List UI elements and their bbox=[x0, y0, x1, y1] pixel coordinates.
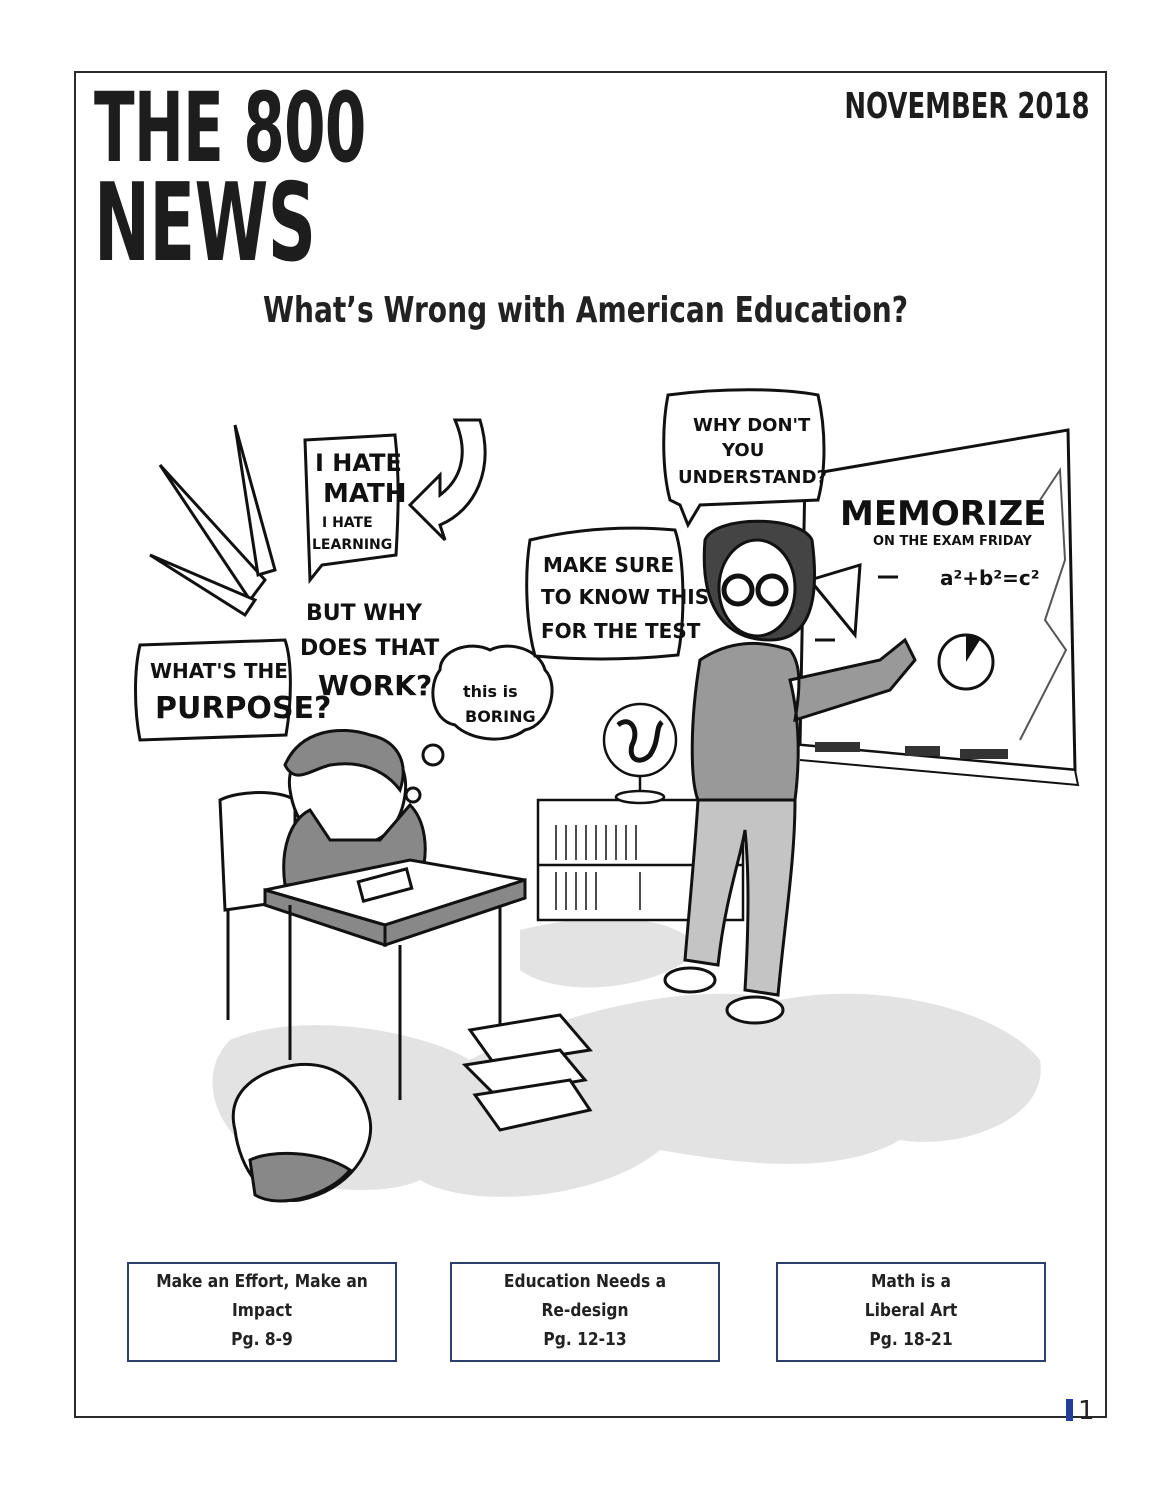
blackboard bbox=[800, 430, 1078, 785]
bubble-hate-math bbox=[305, 435, 406, 580]
svg-text:BORING: BORING bbox=[465, 707, 536, 726]
board-exam: ON THE EXAM FRIDAY bbox=[873, 534, 1032, 549]
teaser-box-redesign[interactable] bbox=[450, 1262, 720, 1362]
teaser-line2: Re-design bbox=[541, 1300, 629, 1321]
teaser-line1: Math is a bbox=[870, 1271, 952, 1292]
teaser-page: Pg. 12-13 bbox=[543, 1329, 627, 1350]
teaser-line2: Liberal Art bbox=[864, 1300, 958, 1321]
svg-text:WORK?: WORK? bbox=[318, 669, 433, 702]
svg-text:MATH: MATH bbox=[323, 479, 407, 509]
masthead-line1: THE 800 bbox=[94, 72, 366, 184]
board-memorize: MEMORIZE bbox=[840, 494, 1047, 534]
headline bbox=[0, 290, 1172, 331]
masthead-line2: NEWS bbox=[94, 161, 316, 286]
svg-text:YOU: YOU bbox=[722, 440, 765, 461]
svg-text:this is: this is bbox=[463, 682, 518, 701]
teaser-page: Pg. 18-21 bbox=[869, 1329, 953, 1350]
svg-text:DOES THAT: DOES THAT bbox=[300, 636, 440, 661]
svg-text:I HATE: I HATE bbox=[322, 515, 373, 531]
svg-text:BUT WHY: BUT WHY bbox=[306, 601, 422, 626]
teaser-line1: Education Needs a bbox=[503, 1271, 667, 1292]
svg-text:TO KNOW THIS: TO KNOW THIS bbox=[541, 585, 710, 609]
svg-text:FOR THE TEST: FOR THE TEST bbox=[541, 619, 701, 643]
teaser-line2: Impact bbox=[231, 1300, 292, 1321]
bubble-test bbox=[527, 528, 709, 659]
globe bbox=[604, 704, 676, 803]
svg-text:PURPOSE?: PURPOSE? bbox=[155, 691, 332, 726]
page-number bbox=[1066, 1396, 1095, 1426]
board-formula: a²+b²=c² bbox=[940, 566, 1040, 590]
bubble-understand bbox=[664, 390, 827, 525]
masthead bbox=[94, 72, 366, 286]
classroom-illustration bbox=[120, 355, 1080, 1225]
teaser-box-liberal-art[interactable] bbox=[776, 1262, 1046, 1362]
teaser-page: Pg. 8-9 bbox=[231, 1329, 293, 1350]
svg-text:LEARNING: LEARNING bbox=[312, 537, 393, 553]
svg-text:WHAT'S THE: WHAT'S THE bbox=[150, 659, 288, 683]
teaser-box-effort[interactable] bbox=[127, 1262, 397, 1362]
issue-date: NOVEMBER 2018 bbox=[844, 86, 1090, 127]
svg-text:MAKE SURE: MAKE SURE bbox=[543, 553, 675, 577]
headline-text: What’s Wrong with American Education? bbox=[263, 290, 909, 331]
svg-text:I HATE: I HATE bbox=[315, 449, 402, 477]
svg-text:WHY DON'T: WHY DON'T bbox=[693, 415, 811, 436]
bubble-why-work bbox=[300, 601, 439, 702]
page-number-bar bbox=[1066, 1399, 1073, 1421]
teaser-line1: Make an Effort, Make an bbox=[156, 1271, 368, 1292]
page-number-text: 1 bbox=[1078, 1396, 1095, 1426]
svg-text:UNDERSTAND?: UNDERSTAND? bbox=[678, 467, 828, 488]
student-chair bbox=[220, 793, 295, 1061]
